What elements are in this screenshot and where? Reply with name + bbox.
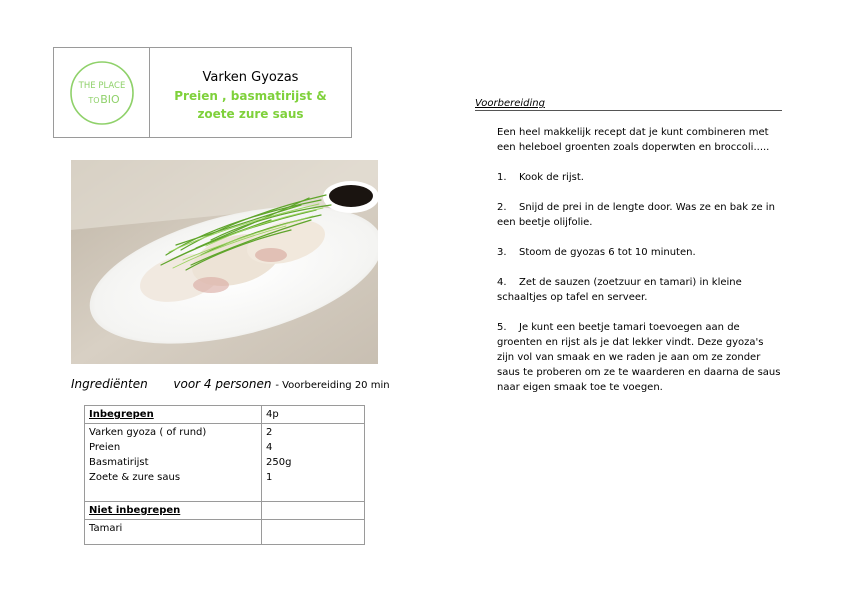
preparation-heading: Voorbereiding	[475, 98, 782, 111]
step-number: 3.	[497, 247, 507, 258]
ingredient-name: Varken gyoza ( of rund)	[89, 427, 207, 438]
step-number: 2.	[497, 202, 507, 213]
ingredient-name: Basmatirijst	[89, 457, 149, 468]
step-text: Kook de rijst.	[519, 172, 584, 183]
ingredient-name: Preien	[89, 442, 121, 453]
not-included-header: Niet inbegrepen	[85, 502, 262, 520]
ingredient-name: Tamari	[89, 523, 123, 534]
svg-text:THE PLACE: THE PLACE	[78, 80, 125, 91]
included-qty-header: 4p	[262, 406, 365, 424]
step-item	[497, 320, 782, 395]
svg-text:TO: TO	[87, 95, 100, 105]
recipe-subtitle: Preien , basmatirijst & zoete zure saus	[174, 89, 327, 121]
table-header-row	[85, 502, 365, 520]
table-row	[85, 424, 365, 502]
the-place-to-bio-logo	[67, 58, 137, 128]
logo-cell	[54, 48, 150, 137]
ingredient-qty: 4	[266, 442, 273, 453]
ingredient-qty: 250g	[266, 457, 292, 468]
ingredient-qty: 1	[266, 472, 273, 483]
dish-photo	[71, 160, 378, 364]
step-item	[497, 200, 782, 230]
step-item	[497, 275, 782, 305]
step-number: 1.	[497, 172, 507, 183]
ingredient-name: Zoete & zure saus	[89, 472, 181, 483]
step-number: 5.	[497, 322, 507, 333]
included-header: Inbegrepen	[85, 406, 262, 424]
step-text: Stoom de gyozas 6 tot 10 minuten.	[519, 247, 696, 258]
prep-time: - Voorbereiding 20 min	[275, 380, 390, 391]
step-text: Je kunt een beetje tamari toevoegen aan de groenten en rijst als je dat lekker vindt. Deze gyoza's zijn vol van smaak en we raden je aan om ze zonder saus te proberen om ze te waarderen en daarna de saus naar eigen smaak toe te voegen.	[497, 322, 781, 393]
table-row	[85, 520, 365, 545]
step-text: Zet de sauzen (zoetzuur en tamari) in kleine schaaltjes op tafel en serveer.	[497, 277, 742, 303]
ingredient-qty: 2	[266, 427, 273, 438]
recipe-title: Varken Gyozas	[202, 70, 299, 85]
ingredients-label: Ingrediënten	[71, 377, 148, 391]
step-item	[497, 245, 782, 260]
svg-text:BIO: BIO	[99, 92, 120, 106]
table-header-row	[85, 406, 365, 424]
step-item	[497, 170, 782, 185]
preparation-body	[497, 125, 782, 395]
persons-label: voor 4 personen	[173, 377, 272, 391]
recipe-header	[53, 47, 352, 138]
step-number: 4.	[497, 277, 507, 288]
title-cell	[150, 48, 351, 137]
preparation-section	[475, 98, 782, 410]
ingredients-table	[84, 405, 365, 545]
step-text: Snijd de prei in de lengte door. Was ze en bak ze in een beetje olijfolie.	[497, 202, 775, 228]
ingredients-line	[71, 377, 390, 391]
preparation-intro: Een heel makkelijk recept dat je kunt combineren met een heleboel groenten zoals doperwten en broccoli.....	[497, 127, 770, 153]
